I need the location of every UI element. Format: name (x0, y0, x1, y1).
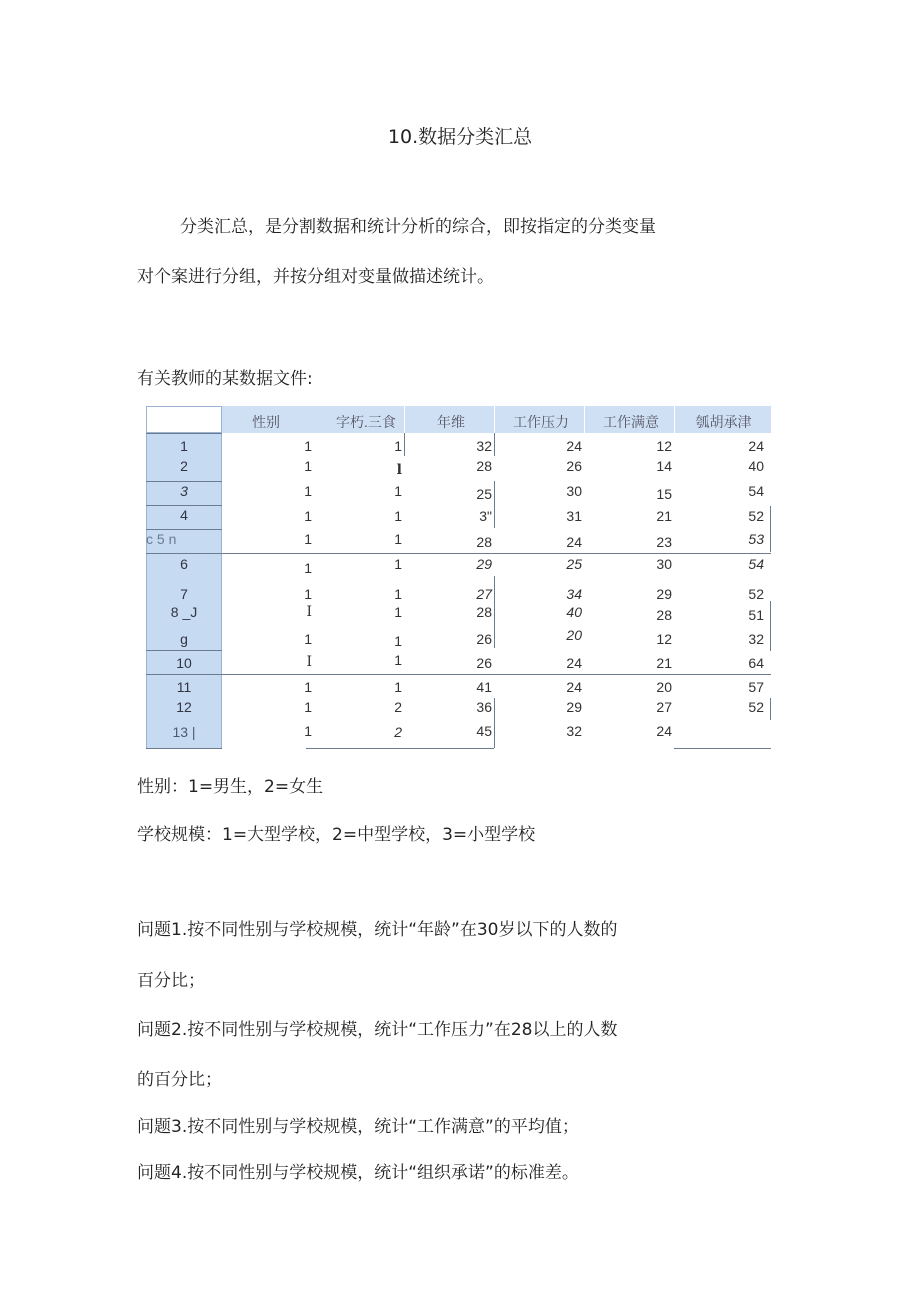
cell: 52 (748, 699, 764, 715)
cell: 40 (566, 604, 582, 620)
cell: 14 (656, 458, 672, 474)
cell: 1 (394, 604, 402, 620)
cell: 23 (656, 534, 672, 550)
cell: 25 (476, 486, 492, 502)
cell: 29 (656, 586, 672, 602)
cell: 2 (394, 699, 402, 715)
cell: 27 (656, 699, 672, 715)
cell: 1 (304, 723, 312, 739)
header-work-stress: 工作压力 (513, 414, 569, 430)
cell: 1 (304, 531, 312, 547)
row-label: c 5 n (146, 531, 177, 547)
cell: 1 (394, 483, 402, 499)
row-label: g (180, 631, 188, 647)
intro-line-1: 分类汇总，是分割数据和统计分析的综合，即按指定的分类变量 (180, 217, 656, 237)
cell: 53 (748, 531, 764, 547)
header-gender: 性别 (252, 414, 280, 430)
cell: 32 (748, 631, 764, 647)
legend-gender: 性别：1=男生，2=女生 (137, 777, 324, 797)
cell: 1 (304, 586, 312, 602)
cell: 1 (304, 699, 312, 715)
question-1-line-1: 问题1.按不同性别与学校规模，统计“年龄”在30岁以下的人数的 (137, 920, 618, 940)
cell: 32 (476, 438, 492, 454)
cell: 24 (566, 679, 582, 695)
cell: 3" (479, 508, 492, 524)
cell: 1 (394, 652, 402, 668)
cell: 51 (748, 607, 764, 623)
cell: 1 (394, 556, 402, 572)
table-corner (146, 406, 222, 433)
question-3: 问题3.按不同性别与学校规模，统计“工作满意”的平均值； (137, 1117, 579, 1137)
cell: 52 (748, 508, 764, 524)
cell: 1 (304, 438, 312, 454)
row-label: 4 (180, 507, 188, 523)
cell: 26 (476, 631, 492, 647)
cell: 24 (748, 438, 764, 454)
row-label: 1 (180, 438, 188, 454)
cell: 1 (394, 679, 402, 695)
data-table (146, 406, 771, 749)
cell: 57 (748, 679, 764, 695)
cell: 1 (394, 586, 402, 602)
cell: 34 (566, 586, 582, 602)
cell: 1 (304, 458, 312, 474)
cell: 1 (304, 560, 312, 576)
cell: 30 (566, 483, 582, 499)
row-label: 3 (180, 483, 188, 499)
row-label: 2 (180, 458, 188, 474)
cell: I (306, 604, 312, 620)
cell: 1 (304, 631, 312, 647)
cell: 27 (476, 586, 492, 602)
cell: 1 (304, 679, 312, 695)
cell: 1 (394, 531, 402, 547)
question-2-line-1: 问题2.按不同性别与学校规模，统计“工作压力”在28以上的人数 (137, 1020, 618, 1040)
cell: 1 (394, 438, 402, 454)
row-label: 12 (176, 699, 192, 715)
cell: 28 (476, 534, 492, 550)
row-label: 13 | (172, 724, 196, 740)
data-intro: 有关教师的某数据文件: (137, 369, 313, 389)
header-work-satisfaction: 工作满意 (603, 414, 659, 430)
cell: 1 (394, 633, 402, 649)
cell: 36 (476, 699, 492, 715)
cell: 28 (476, 604, 492, 620)
question-1-line-2: 百分比； (137, 971, 205, 991)
legend-school-size: 学校规模：1=大型学校，2=中型学校，3=小型学校 (137, 825, 536, 845)
cell: 2 (394, 724, 402, 740)
cell: 20 (656, 679, 672, 695)
cell: 26 (476, 655, 492, 671)
cell: 21 (656, 655, 672, 671)
cell: 54 (748, 556, 764, 572)
cell: 20 (566, 627, 582, 643)
cell: 54 (748, 483, 764, 499)
row-label: 6 (180, 556, 188, 572)
cell: 30 (656, 556, 672, 572)
cell: 41 (476, 679, 492, 695)
row-label: 7 (180, 586, 188, 602)
cell: l (396, 462, 402, 478)
cell: 31 (566, 508, 582, 524)
cell: 1 (394, 508, 402, 524)
question-2-line-2: 的百分比； (137, 1070, 222, 1090)
cell: 15 (656, 486, 672, 502)
cell: 12 (656, 438, 672, 454)
row-label: 8 _J (170, 604, 198, 620)
cell: 24 (656, 723, 672, 739)
intro-line-2: 对个案进行分组，并按分组对变量做描述统计。 (137, 267, 494, 287)
cell: 24 (566, 655, 582, 671)
cell: 21 (656, 508, 672, 524)
row-label: 11 (176, 679, 192, 695)
cell: 24 (566, 438, 582, 454)
cell: 26 (566, 458, 582, 474)
cell: 64 (748, 655, 764, 671)
header-school-size: 字朽.三食 (336, 414, 396, 430)
cell: 29 (476, 556, 492, 572)
cell: 24 (566, 534, 582, 550)
cell: 45 (476, 723, 492, 739)
cell: 52 (748, 586, 764, 602)
cell: 28 (656, 607, 672, 623)
cell: 25 (566, 556, 582, 572)
question-4: 问题4.按不同性别与学校规模，统计“组织承诺”的标准差。 (137, 1163, 579, 1183)
cell: 28 (476, 458, 492, 474)
cell: 29 (566, 699, 582, 715)
header-commitment: 瓠胡承津 (695, 414, 752, 430)
cell: 12 (656, 631, 672, 647)
page-title: 10.数据分类汇总 (387, 126, 533, 148)
row-label: 10 (176, 655, 192, 671)
cell: 32 (566, 723, 582, 739)
cell: 1 (304, 483, 312, 499)
cell: 40 (748, 458, 764, 474)
cell: 1 (304, 508, 312, 524)
header-age: 年维 (437, 414, 465, 430)
cell: I (306, 654, 312, 670)
